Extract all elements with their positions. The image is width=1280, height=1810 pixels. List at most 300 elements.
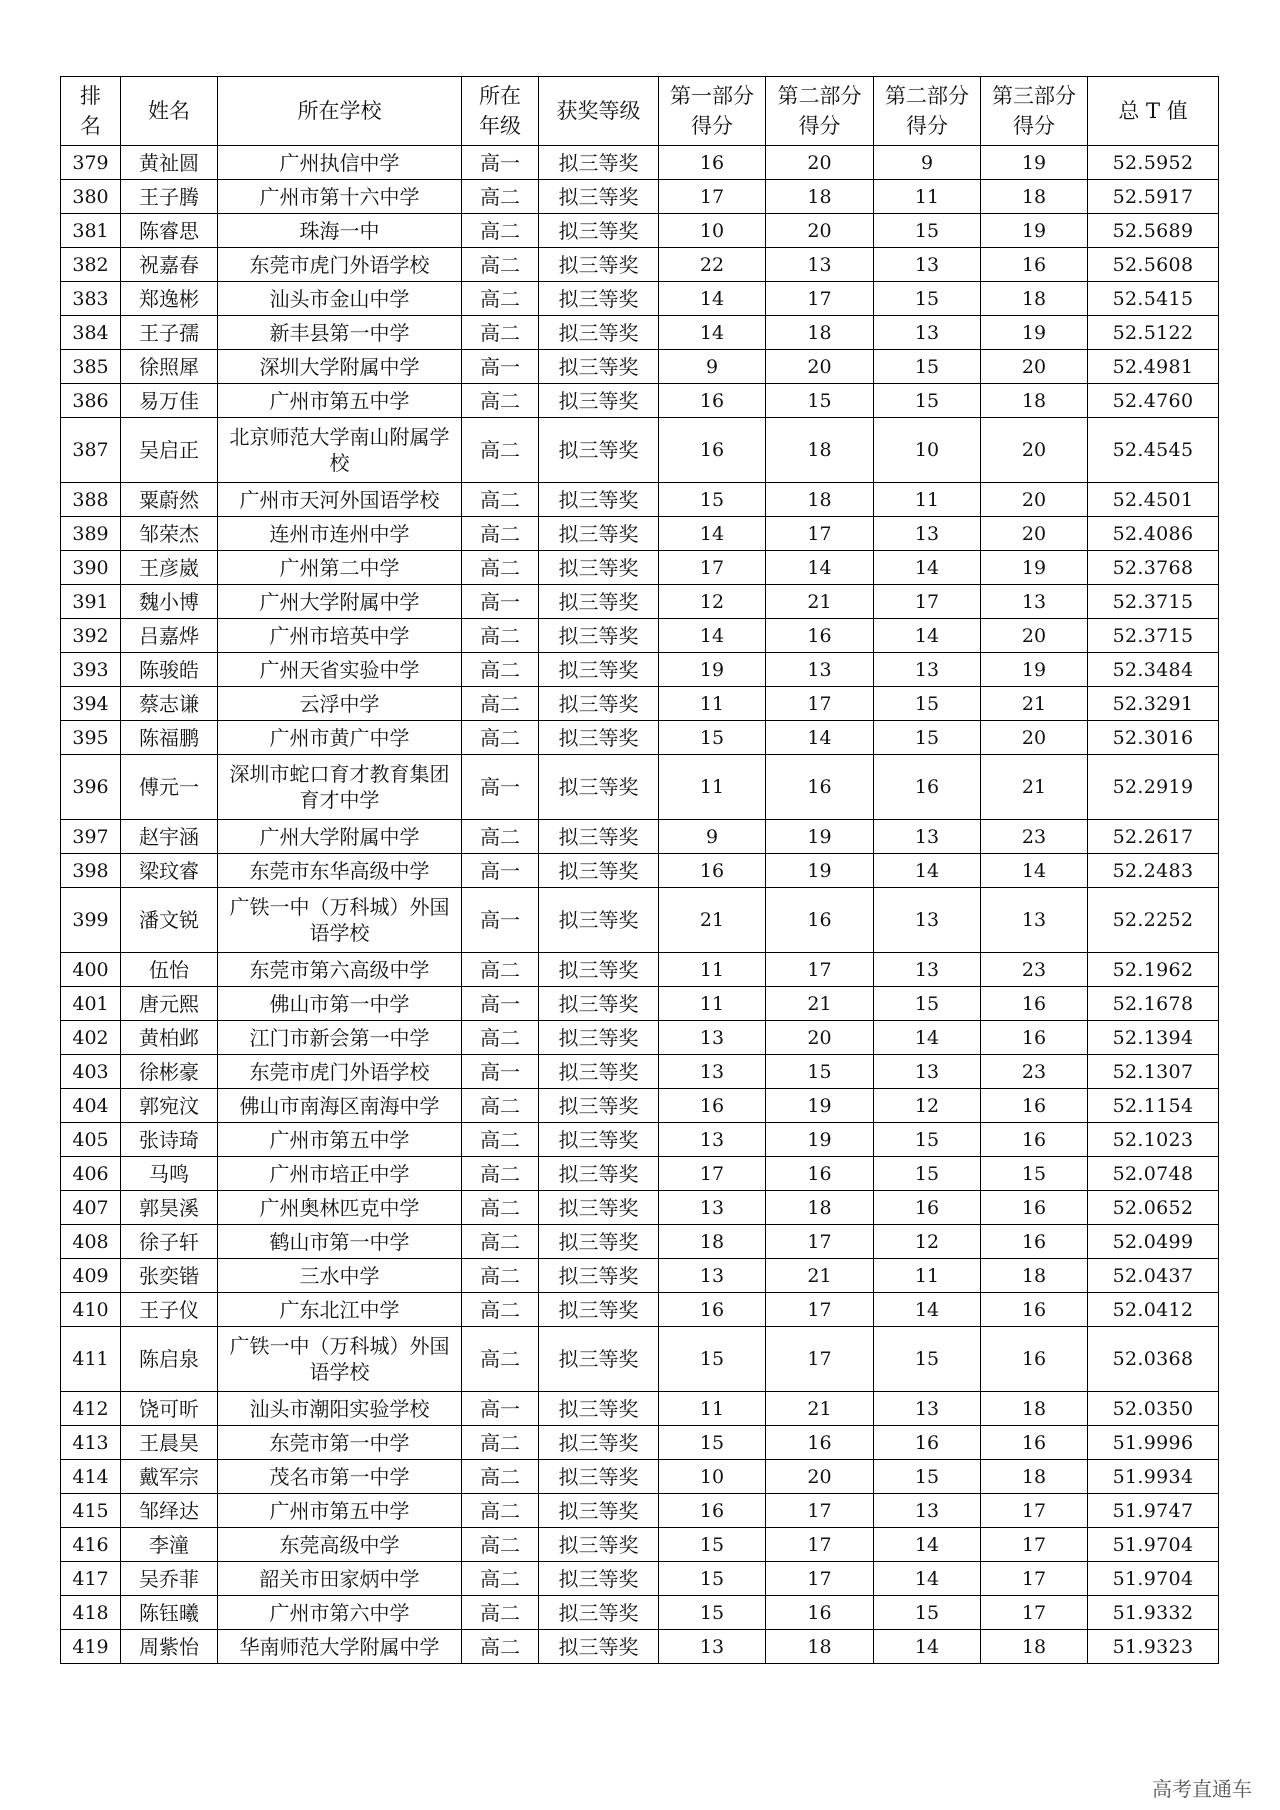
cell-part2b: 13 xyxy=(874,517,981,551)
cell-part3: 20 xyxy=(981,350,1088,384)
cell-award: 拟三等奖 xyxy=(539,1528,659,1562)
cell-total: 52.1154 xyxy=(1088,1089,1219,1123)
cell-award: 拟三等奖 xyxy=(539,1259,659,1293)
cell-award: 拟三等奖 xyxy=(539,1293,659,1327)
cell-part2a: 21 xyxy=(766,1259,874,1293)
cell-part3: 20 xyxy=(981,418,1088,483)
cell-award: 拟三等奖 xyxy=(539,1630,659,1664)
cell-rank: 394 xyxy=(61,687,121,721)
cell-part2a: 14 xyxy=(766,721,874,755)
cell-name: 伍怡 xyxy=(121,953,218,987)
table-row xyxy=(61,1596,1219,1630)
cell-grade: 高二 xyxy=(462,1293,539,1327)
cell-part2b: 14 xyxy=(874,854,981,888)
cell-part3: 15 xyxy=(981,1157,1088,1191)
cell-part2b: 14 xyxy=(874,1021,981,1055)
cell-grade: 高二 xyxy=(462,1089,539,1123)
cell-rank: 402 xyxy=(61,1021,121,1055)
cell-grade: 高二 xyxy=(462,653,539,687)
cell-award: 拟三等奖 xyxy=(539,146,659,180)
cell-school: 广州市培正中学 xyxy=(218,1157,462,1191)
cell-award: 拟三等奖 xyxy=(539,1157,659,1191)
cell-rank: 405 xyxy=(61,1123,121,1157)
cell-school: 东莞市东华高级中学 xyxy=(218,854,462,888)
cell-part2a: 18 xyxy=(766,1191,874,1225)
cell-total: 52.3715 xyxy=(1088,585,1219,619)
cell-award: 拟三等奖 xyxy=(539,653,659,687)
cell-name: 周紫怡 xyxy=(121,1630,218,1664)
cell-part3: 16 xyxy=(981,248,1088,282)
cell-part2b: 12 xyxy=(874,1089,981,1123)
cell-total: 51.9704 xyxy=(1088,1528,1219,1562)
table-row xyxy=(61,517,1219,551)
cell-total: 52.5689 xyxy=(1088,214,1219,248)
table-row xyxy=(61,1327,1219,1392)
cell-school: 北京师范大学南山附属学校 xyxy=(218,418,462,483)
table-row xyxy=(61,1630,1219,1664)
cell-total: 51.9747 xyxy=(1088,1494,1219,1528)
cell-award: 拟三等奖 xyxy=(539,888,659,953)
cell-part2a: 20 xyxy=(766,350,874,384)
cell-name: 戴军宗 xyxy=(121,1460,218,1494)
cell-part1: 15 xyxy=(659,1528,766,1562)
cell-award: 拟三等奖 xyxy=(539,1562,659,1596)
cell-school: 汕头市潮阳实验学校 xyxy=(218,1392,462,1426)
cell-part3: 18 xyxy=(981,1392,1088,1426)
cell-part2a: 17 xyxy=(766,282,874,316)
cell-name: 邹荣杰 xyxy=(121,517,218,551)
cell-award: 拟三等奖 xyxy=(539,1460,659,1494)
cell-part3: 19 xyxy=(981,653,1088,687)
cell-school: 广州执信中学 xyxy=(218,146,462,180)
cell-total: 52.3016 xyxy=(1088,721,1219,755)
cell-rank: 412 xyxy=(61,1392,121,1426)
cell-grade: 高二 xyxy=(462,1259,539,1293)
cell-award: 拟三等奖 xyxy=(539,1055,659,1089)
cell-part3: 13 xyxy=(981,585,1088,619)
cell-part2b: 16 xyxy=(874,1426,981,1460)
cell-total: 52.0748 xyxy=(1088,1157,1219,1191)
cell-part1: 16 xyxy=(659,384,766,418)
cell-part2b: 13 xyxy=(874,316,981,350)
cell-school: 东莞高级中学 xyxy=(218,1528,462,1562)
cell-name: 傅元一 xyxy=(121,755,218,820)
cell-name: 陈福鹏 xyxy=(121,721,218,755)
cell-grade: 高二 xyxy=(462,1225,539,1259)
cell-part1: 16 xyxy=(659,1089,766,1123)
cell-grade: 高二 xyxy=(462,214,539,248)
cell-part1: 11 xyxy=(659,987,766,1021)
cell-name: 徐子轩 xyxy=(121,1225,218,1259)
cell-part2b: 13 xyxy=(874,888,981,953)
cell-part1: 14 xyxy=(659,517,766,551)
cell-part2a: 18 xyxy=(766,1630,874,1664)
cell-rank: 379 xyxy=(61,146,121,180)
cell-part3: 16 xyxy=(981,1123,1088,1157)
cell-grade: 高二 xyxy=(462,1021,539,1055)
cell-part2b: 13 xyxy=(874,1494,981,1528)
cell-part1: 17 xyxy=(659,1157,766,1191)
cell-total: 52.0652 xyxy=(1088,1191,1219,1225)
cell-name: 陈启泉 xyxy=(121,1327,218,1392)
cell-school: 东莞市第六高级中学 xyxy=(218,953,462,987)
cell-rank: 403 xyxy=(61,1055,121,1089)
cell-grade: 高二 xyxy=(462,1191,539,1225)
cell-school: 东莞市虎门外语学校 xyxy=(218,1055,462,1089)
cell-school: 汕头市金山中学 xyxy=(218,282,462,316)
cell-part3: 16 xyxy=(981,1293,1088,1327)
cell-award: 拟三等奖 xyxy=(539,820,659,854)
cell-part2a: 17 xyxy=(766,1494,874,1528)
cell-total: 52.0350 xyxy=(1088,1392,1219,1426)
table-header xyxy=(61,77,1219,146)
cell-name: 张诗琦 xyxy=(121,1123,218,1157)
cell-total: 52.1962 xyxy=(1088,953,1219,987)
cell-part3: 18 xyxy=(981,282,1088,316)
cell-part2a: 21 xyxy=(766,987,874,1021)
cell-grade: 高一 xyxy=(462,585,539,619)
cell-part2b: 15 xyxy=(874,1157,981,1191)
table-body xyxy=(61,146,1219,1664)
cell-part1: 18 xyxy=(659,1225,766,1259)
cell-grade: 高二 xyxy=(462,248,539,282)
cell-total: 52.3291 xyxy=(1088,687,1219,721)
cell-award: 拟三等奖 xyxy=(539,1021,659,1055)
cell-grade: 高二 xyxy=(462,316,539,350)
cell-name: 黄祉圆 xyxy=(121,146,218,180)
cell-grade: 高二 xyxy=(462,1123,539,1157)
table-row xyxy=(61,1259,1219,1293)
cell-rank: 381 xyxy=(61,214,121,248)
cell-part2a: 17 xyxy=(766,1225,874,1259)
cell-school: 广州奥林匹克中学 xyxy=(218,1191,462,1225)
cell-part2b: 15 xyxy=(874,350,981,384)
cell-part2b: 10 xyxy=(874,418,981,483)
cell-part1: 13 xyxy=(659,1191,766,1225)
header-part2a: 第二部分 得分 xyxy=(766,77,874,146)
cell-name: 王彦崴 xyxy=(121,551,218,585)
cell-part2a: 16 xyxy=(766,755,874,820)
cell-part3: 20 xyxy=(981,619,1088,653)
table-row xyxy=(61,214,1219,248)
cell-part1: 11 xyxy=(659,953,766,987)
cell-part1: 17 xyxy=(659,180,766,214)
cell-part2b: 15 xyxy=(874,987,981,1021)
table-row xyxy=(61,1528,1219,1562)
cell-award: 拟三等奖 xyxy=(539,1426,659,1460)
cell-grade: 高二 xyxy=(462,1562,539,1596)
cell-award: 拟三等奖 xyxy=(539,721,659,755)
table-row xyxy=(61,1293,1219,1327)
cell-award: 拟三等奖 xyxy=(539,282,659,316)
cell-part3: 18 xyxy=(981,180,1088,214)
cell-total: 52.0412 xyxy=(1088,1293,1219,1327)
cell-name: 王子仪 xyxy=(121,1293,218,1327)
cell-total: 52.3715 xyxy=(1088,619,1219,653)
cell-school: 广州市天河外国语学校 xyxy=(218,483,462,517)
cell-part1: 15 xyxy=(659,1426,766,1460)
cell-part2b: 15 xyxy=(874,282,981,316)
cell-part2a: 20 xyxy=(766,1460,874,1494)
cell-part2b: 14 xyxy=(874,619,981,653)
cell-part1: 13 xyxy=(659,1259,766,1293)
cell-name: 魏小博 xyxy=(121,585,218,619)
cell-part2b: 13 xyxy=(874,248,981,282)
cell-part1: 22 xyxy=(659,248,766,282)
cell-part2a: 13 xyxy=(766,248,874,282)
cell-rank: 397 xyxy=(61,820,121,854)
cell-part1: 9 xyxy=(659,820,766,854)
cell-rank: 414 xyxy=(61,1460,121,1494)
table-row xyxy=(61,1562,1219,1596)
cell-rank: 388 xyxy=(61,483,121,517)
cell-total: 51.9323 xyxy=(1088,1630,1219,1664)
table-row xyxy=(61,987,1219,1021)
cell-name: 陈睿思 xyxy=(121,214,218,248)
cell-part2a: 16 xyxy=(766,1426,874,1460)
cell-grade: 高一 xyxy=(462,146,539,180)
cell-grade: 高二 xyxy=(462,619,539,653)
cell-part3: 21 xyxy=(981,687,1088,721)
cell-part3: 21 xyxy=(981,755,1088,820)
cell-award: 拟三等奖 xyxy=(539,854,659,888)
cell-total: 52.5917 xyxy=(1088,180,1219,214)
cell-part1: 16 xyxy=(659,854,766,888)
cell-rank: 406 xyxy=(61,1157,121,1191)
table-row xyxy=(61,282,1219,316)
cell-grade: 高二 xyxy=(462,1327,539,1392)
cell-total: 52.4501 xyxy=(1088,483,1219,517)
cell-grade: 高二 xyxy=(462,687,539,721)
header-rank: 排 名 xyxy=(61,77,121,146)
cell-part2a: 17 xyxy=(766,1528,874,1562)
cell-part2b: 15 xyxy=(874,1596,981,1630)
cell-name: 邹绎达 xyxy=(121,1494,218,1528)
cell-school: 广州市第五中学 xyxy=(218,384,462,418)
cell-award: 拟三等奖 xyxy=(539,1191,659,1225)
cell-part2b: 16 xyxy=(874,755,981,820)
cell-part2a: 17 xyxy=(766,953,874,987)
cell-name: 吕嘉烨 xyxy=(121,619,218,653)
cell-part3: 19 xyxy=(981,316,1088,350)
cell-rank: 389 xyxy=(61,517,121,551)
cell-grade: 高二 xyxy=(462,1596,539,1630)
cell-award: 拟三等奖 xyxy=(539,1089,659,1123)
cell-total: 52.5122 xyxy=(1088,316,1219,350)
cell-part1: 10 xyxy=(659,1460,766,1494)
cell-grade: 高二 xyxy=(462,1426,539,1460)
cell-total: 52.4545 xyxy=(1088,418,1219,483)
cell-part3: 17 xyxy=(981,1528,1088,1562)
cell-total: 52.2919 xyxy=(1088,755,1219,820)
cell-total: 52.3768 xyxy=(1088,551,1219,585)
watermark: 高考直通车 xyxy=(1152,1777,1252,1801)
cell-part3: 20 xyxy=(981,517,1088,551)
table-row xyxy=(61,146,1219,180)
cell-award: 拟三等奖 xyxy=(539,180,659,214)
cell-total: 52.4981 xyxy=(1088,350,1219,384)
table-row xyxy=(61,551,1219,585)
cell-part2b: 14 xyxy=(874,1562,981,1596)
cell-total: 51.9332 xyxy=(1088,1596,1219,1630)
cell-rank: 407 xyxy=(61,1191,121,1225)
cell-rank: 416 xyxy=(61,1528,121,1562)
cell-rank: 401 xyxy=(61,987,121,1021)
cell-part1: 13 xyxy=(659,1630,766,1664)
cell-rank: 419 xyxy=(61,1630,121,1664)
table-row xyxy=(61,721,1219,755)
cell-grade: 高二 xyxy=(462,1528,539,1562)
cell-school: 华南师范大学附属中学 xyxy=(218,1630,462,1664)
cell-name: 郭昊溪 xyxy=(121,1191,218,1225)
cell-part1: 11 xyxy=(659,687,766,721)
cell-total: 51.9934 xyxy=(1088,1460,1219,1494)
table-row xyxy=(61,953,1219,987)
cell-part3: 23 xyxy=(981,953,1088,987)
cell-rank: 382 xyxy=(61,248,121,282)
cell-rank: 408 xyxy=(61,1225,121,1259)
cell-award: 拟三等奖 xyxy=(539,248,659,282)
cell-award: 拟三等奖 xyxy=(539,585,659,619)
table-row xyxy=(61,418,1219,483)
cell-total: 52.5952 xyxy=(1088,146,1219,180)
cell-part2b: 14 xyxy=(874,551,981,585)
cell-part2a: 17 xyxy=(766,517,874,551)
cell-total: 52.1678 xyxy=(1088,987,1219,1021)
cell-school: 广铁一中（万科城）外国语学校 xyxy=(218,888,462,953)
table-row xyxy=(61,1021,1219,1055)
cell-grade: 高二 xyxy=(462,418,539,483)
header-school: 所在学校 xyxy=(218,77,462,146)
cell-school: 广州市培英中学 xyxy=(218,619,462,653)
cell-school: 三水中学 xyxy=(218,1259,462,1293)
cell-part2b: 13 xyxy=(874,1392,981,1426)
cell-rank: 391 xyxy=(61,585,121,619)
cell-part1: 14 xyxy=(659,282,766,316)
cell-school: 云浮中学 xyxy=(218,687,462,721)
cell-school: 广州大学附属中学 xyxy=(218,820,462,854)
results-table xyxy=(60,76,1219,1664)
cell-part2b: 15 xyxy=(874,1123,981,1157)
cell-grade: 高二 xyxy=(462,953,539,987)
cell-part3: 19 xyxy=(981,551,1088,585)
cell-name: 潘文锐 xyxy=(121,888,218,953)
cell-school: 新丰县第一中学 xyxy=(218,316,462,350)
cell-total: 52.0437 xyxy=(1088,1259,1219,1293)
cell-name: 郭宛汶 xyxy=(121,1089,218,1123)
cell-part2b: 13 xyxy=(874,953,981,987)
cell-school: 江门市新会第一中学 xyxy=(218,1021,462,1055)
cell-school: 佛山市第一中学 xyxy=(218,987,462,1021)
cell-part1: 14 xyxy=(659,619,766,653)
cell-part2b: 15 xyxy=(874,384,981,418)
cell-part2a: 18 xyxy=(766,483,874,517)
cell-award: 拟三等奖 xyxy=(539,953,659,987)
table-row xyxy=(61,1089,1219,1123)
cell-total: 51.9704 xyxy=(1088,1562,1219,1596)
cell-total: 52.2617 xyxy=(1088,820,1219,854)
cell-part2a: 19 xyxy=(766,1089,874,1123)
cell-part2a: 20 xyxy=(766,214,874,248)
cell-total: 52.5608 xyxy=(1088,248,1219,282)
table-row xyxy=(61,687,1219,721)
cell-part3: 16 xyxy=(981,1191,1088,1225)
header-part2b: 第二部分 得分 xyxy=(874,77,981,146)
cell-part1: 17 xyxy=(659,551,766,585)
cell-part2a: 14 xyxy=(766,551,874,585)
table-row xyxy=(61,585,1219,619)
cell-part3: 18 xyxy=(981,1460,1088,1494)
table-row xyxy=(61,350,1219,384)
cell-award: 拟三等奖 xyxy=(539,755,659,820)
cell-part2a: 19 xyxy=(766,854,874,888)
cell-part2b: 12 xyxy=(874,1225,981,1259)
cell-part2a: 21 xyxy=(766,1392,874,1426)
cell-part3: 16 xyxy=(981,1089,1088,1123)
cell-school: 广州市第十六中学 xyxy=(218,180,462,214)
cell-part2a: 15 xyxy=(766,1055,874,1089)
cell-part2a: 18 xyxy=(766,316,874,350)
cell-grade: 高二 xyxy=(462,517,539,551)
cell-part2a: 17 xyxy=(766,687,874,721)
cell-rank: 385 xyxy=(61,350,121,384)
cell-part1: 10 xyxy=(659,214,766,248)
cell-part1: 15 xyxy=(659,1562,766,1596)
cell-award: 拟三等奖 xyxy=(539,384,659,418)
cell-part2a: 15 xyxy=(766,384,874,418)
cell-part1: 16 xyxy=(659,1494,766,1528)
cell-grade: 高二 xyxy=(462,551,539,585)
cell-part3: 20 xyxy=(981,721,1088,755)
cell-rank: 390 xyxy=(61,551,121,585)
table-row xyxy=(61,1123,1219,1157)
cell-award: 拟三等奖 xyxy=(539,1596,659,1630)
table-row xyxy=(61,483,1219,517)
cell-part1: 13 xyxy=(659,1055,766,1089)
cell-name: 易万佳 xyxy=(121,384,218,418)
cell-part1: 15 xyxy=(659,1596,766,1630)
cell-school: 连州市连州中学 xyxy=(218,517,462,551)
cell-part1: 15 xyxy=(659,1327,766,1392)
cell-part2b: 15 xyxy=(874,721,981,755)
cell-total: 52.4086 xyxy=(1088,517,1219,551)
cell-grade: 高二 xyxy=(462,282,539,316)
cell-award: 拟三等奖 xyxy=(539,619,659,653)
cell-grade: 高二 xyxy=(462,1630,539,1664)
cell-part3: 19 xyxy=(981,214,1088,248)
cell-part3: 18 xyxy=(981,1259,1088,1293)
cell-name: 赵宇涵 xyxy=(121,820,218,854)
cell-school: 珠海一中 xyxy=(218,214,462,248)
cell-grade: 高二 xyxy=(462,483,539,517)
cell-award: 拟三等奖 xyxy=(539,687,659,721)
cell-rank: 413 xyxy=(61,1426,121,1460)
cell-award: 拟三等奖 xyxy=(539,1494,659,1528)
cell-total: 52.1394 xyxy=(1088,1021,1219,1055)
cell-rank: 387 xyxy=(61,418,121,483)
cell-name: 吴启正 xyxy=(121,418,218,483)
cell-rank: 417 xyxy=(61,1562,121,1596)
cell-name: 梁玟睿 xyxy=(121,854,218,888)
cell-school: 广州市第五中学 xyxy=(218,1494,462,1528)
cell-part2a: 19 xyxy=(766,820,874,854)
header-name: 姓名 xyxy=(121,77,218,146)
cell-name: 王子腾 xyxy=(121,180,218,214)
header-grade: 所在 年级 xyxy=(462,77,539,146)
header-part1: 第一部分 得分 xyxy=(659,77,766,146)
cell-school: 东莞市第一中学 xyxy=(218,1426,462,1460)
table-row xyxy=(61,1494,1219,1528)
